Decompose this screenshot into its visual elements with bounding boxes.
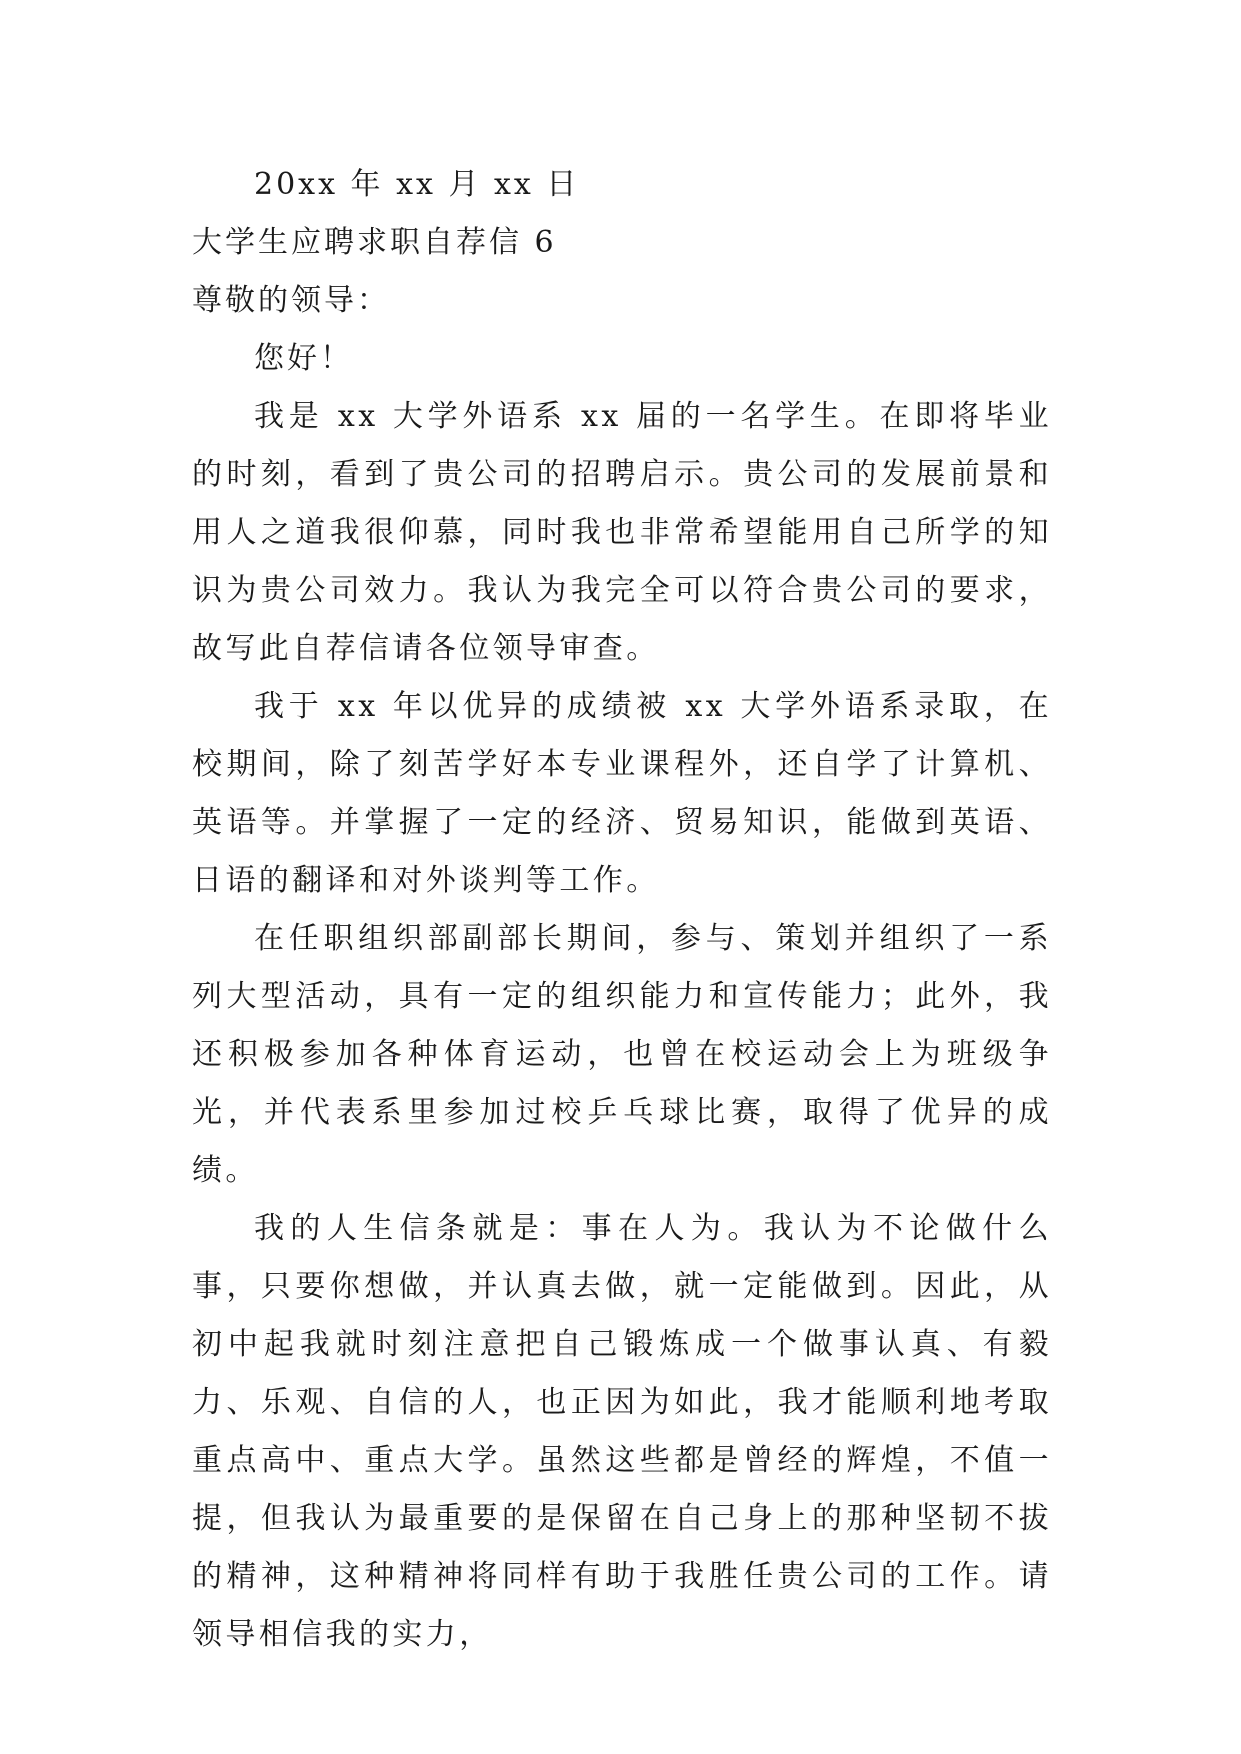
paragraph-2: 我于 xx 年以优异的成绩被 xx 大学外语系录取，在校期间，除了刻苦学好本专业课程外，还自学了计算机、英语等。并掌握了一定的经济、贸易知识，能做到英语、日语的翻译和对外谈判等工作。 bbox=[192, 689, 1052, 898]
paragraph-3: 在任职组织部副部长期间，参与、策划并组织了一系列大型活动，具有一定的组织能力和宣传能力；此外，我还积极参加各种体育运动，也曾在校运动会上为班级争光，并代表系里参加过校乒乓球比赛，取得了优异的成绩。 bbox=[192, 921, 1052, 1188]
salutation: 尊敬的领导： bbox=[192, 283, 390, 318]
letter-title: 大学生应聘求职自荐信 6 bbox=[192, 225, 557, 260]
paragraph-4: 我的人生信条就是：事在人为。我认为不论做什么事，只要你想做，并认真去做，就一定能做到。因此，从初中起我就时刻注意把自己锻炼成一个做事认真、有毅力、乐观、自信的人，也正因为如此，我才能顺利地考取重点高中、重点大学。虽然这些都是曾经的辉煌，不值一提，但我认为最重要的是保留在自己身上的那种坚韧不拔的精神，这种精神将同样有助于我胜任贵公司的工作。请领导相信我的实力， bbox=[192, 1211, 1052, 1652]
date-line: 20xx 年 xx 月 xx 日 bbox=[254, 167, 580, 202]
letter-body bbox=[192, 156, 1052, 1664]
paragraph-1: 我是 xx 大学外语系 xx 届的一名学生。在即将毕业的时刻，看到了贵公司的招聘启示。贵公司的发展前景和用人之道我很仰慕，同时我也非常希望能用自己所学的知识为贵公司效力。我认为我完全可以符合贵公司的要求，故写此自荐信请各位领导审查。 bbox=[192, 399, 1052, 666]
greeting: 您好！ bbox=[254, 341, 353, 376]
